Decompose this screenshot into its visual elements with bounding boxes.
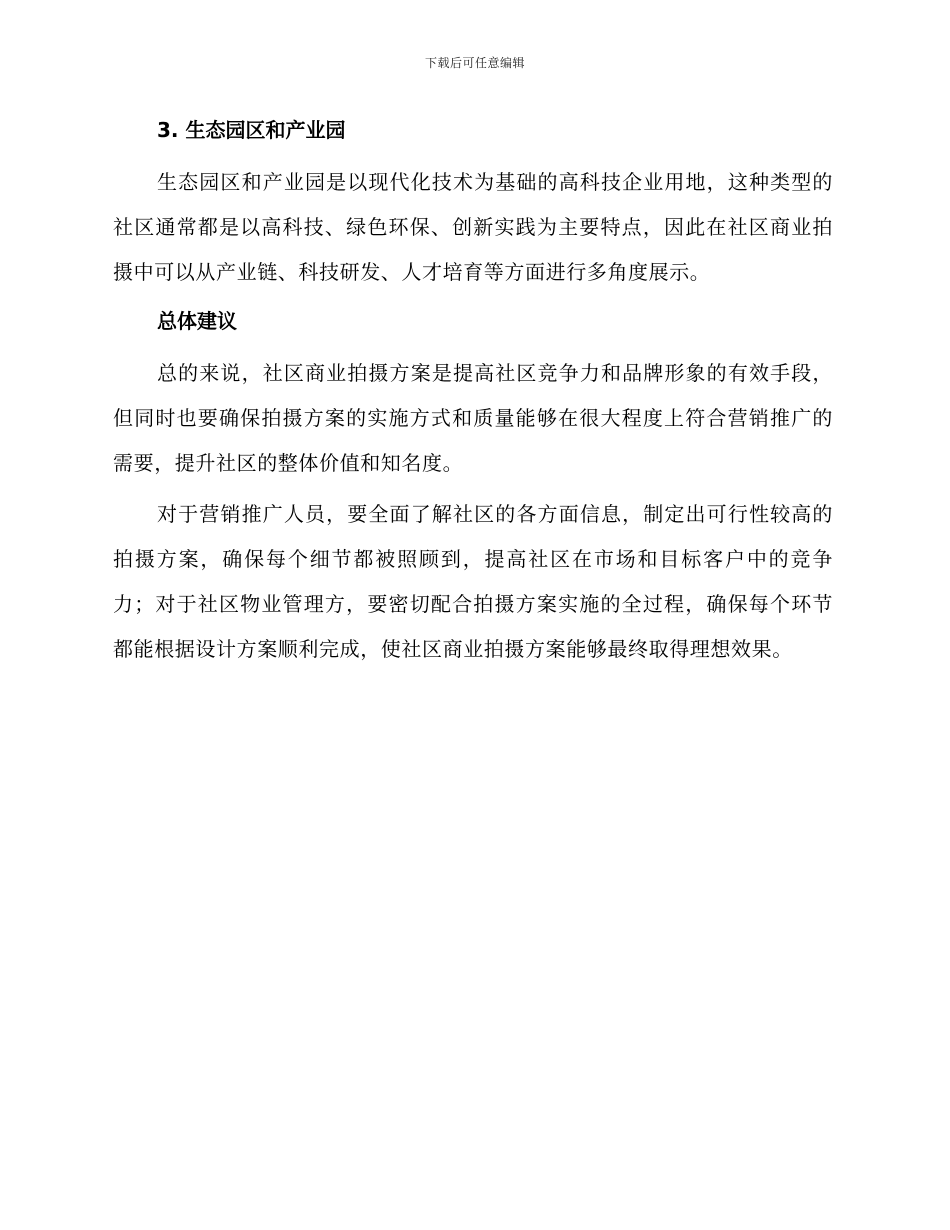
section-heading-eco-park: 3. 生态园区和产业园 [157, 118, 346, 142]
paragraph-eco-park: 生态园区和产业园是以现代化技术为基础的高科技企业用地，这种类型的社区通常都是以高科技、绿色环保、创新实践为主要特点，因此在社区商业拍摄中可以从产业链、科技研发、人才培育等方面进行多角度展示。 [113, 170, 833, 284]
paragraph-overall-advice-2: 对于营销推广人员，要全面了解社区的各方面信息，制定出可行性较高的拍摄方案，确保每个细节都被照顾到，提高社区在市场和目标客户中的竞争力；对于社区物业管理方，要密切配合拍摄方案实施的全过程，确保每个环节都能根据设计方案顺利完成，使社区商业拍摄方案能够最终取得理想效果。 [113, 502, 833, 661]
paragraph-overall-advice-1: 总的来说，社区商业拍摄方案是提高社区竞争力和品牌形象的有效手段，但同时也要确保拍摄方案的实施方式和质量能够在很大程度上符合营销推广的需要，提升社区的整体价值和知名度。 [113, 361, 833, 475]
section-heading-overall-advice: 总体建议 [157, 309, 237, 333]
page-header-note: 下载后可任意编辑 [424, 56, 525, 70]
document-body [113, 112, 833, 678]
